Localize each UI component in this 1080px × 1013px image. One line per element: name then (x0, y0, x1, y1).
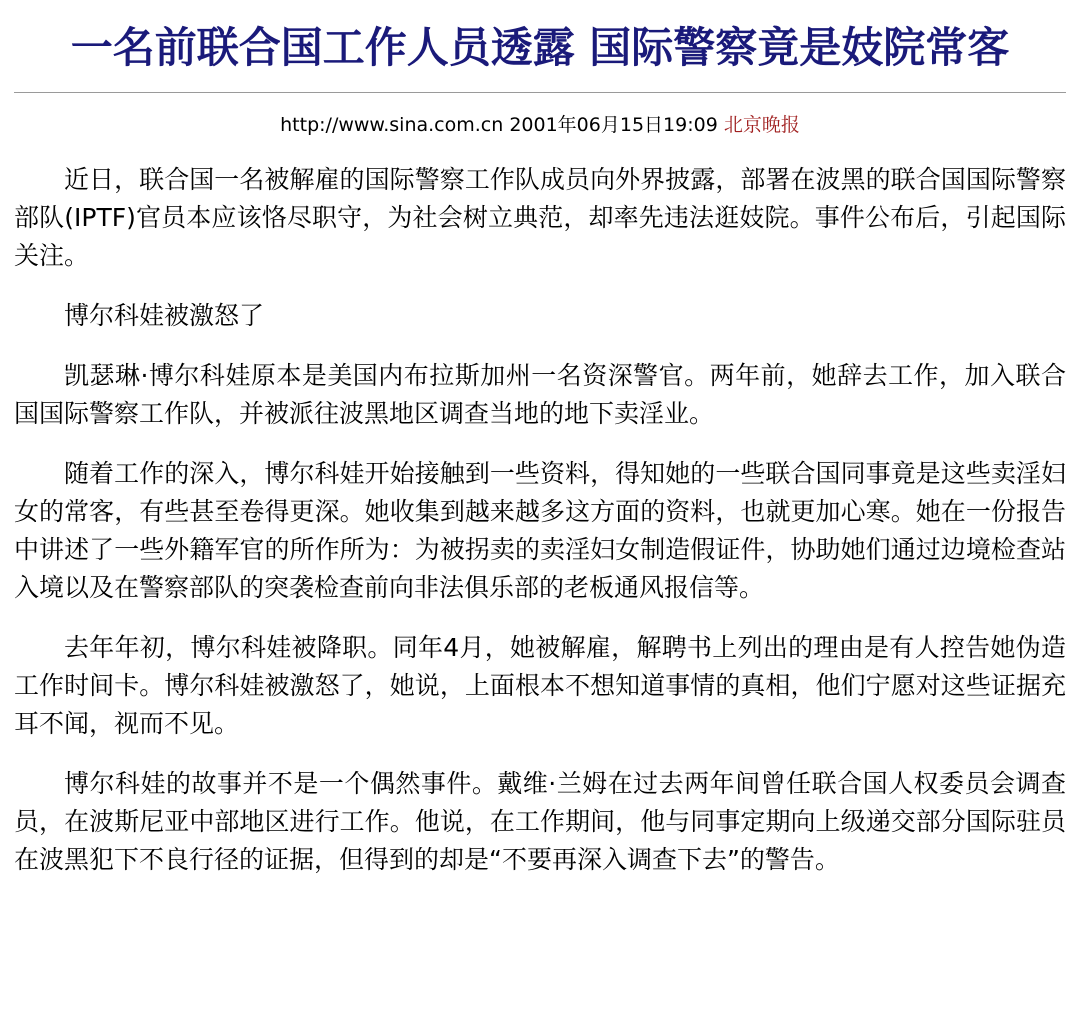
byline (14, 107, 1066, 143)
title-divider (14, 92, 1066, 93)
section-subheading: 博尔科娃被激怒了 (64, 301, 265, 330)
byline-url: http://www.sina.com.cn (280, 114, 504, 136)
paragraph: 博尔科娃的故事并不是一个偶然事件。戴维·兰姆在过去两年间曾任联合国人权委员会调查员，在波斯尼亚中部地区进行工作。他说，在工作期间，他与同事定期向上级递交部分国际驻员在波黑犯下不良行径的证据，但得到的却是“不要再深入调查下去”的警告。 (14, 769, 1066, 874)
paragraph: 近日，联合国一名被解雇的国际警察工作队成员向外界披露，部署在波黑的联合国国际警察部队(IPTF)官员本应该恪尽职守，为社会树立典范，却率先违法逛妓院。事件公布后，引起国际关注。 (14, 165, 1066, 270)
paragraph: 去年年初，博尔科娃被降职。同年4月，她被解雇，解聘书上列出的理由是有人控告她伪造工作时间卡。博尔科娃被激怒了，她说，上面根本不想知道事情的真相，他们宁愿对这些证据充耳不闻，视而不见。 (14, 633, 1066, 738)
article-body (14, 161, 1066, 879)
article-title: 一名前联合国工作人员透露 国际警察竟是妓院常客 (70, 23, 1010, 72)
byline-datetime: 2001年06月15日19:09 (509, 114, 718, 136)
paragraph: 凯瑟琳·博尔科娃原本是美国内布拉斯加州一名资深警官。两年前，她辞去工作，加入联合国国际警察工作队，并被派往波黑地区调查当地的地下卖淫业。 (14, 361, 1066, 428)
paragraph: 随着工作的深入，博尔科娃开始接触到一些资料，得知她的一些联合国同事竟是这些卖淫妇女的常客，有些甚至卷得更深。她收集到越来越多这方面的资料，也就更加心寒。她在一份报告中讲述了一些外籍军官的所作所为：为被拐卖的卖淫妇女制造假证件，协助她们通过边境检查站入境以及在警察部队的突袭检查前向非法俱乐部的老板通风报信等。 (14, 459, 1066, 602)
byline-source[interactable]: 北京晚报 (723, 114, 800, 136)
